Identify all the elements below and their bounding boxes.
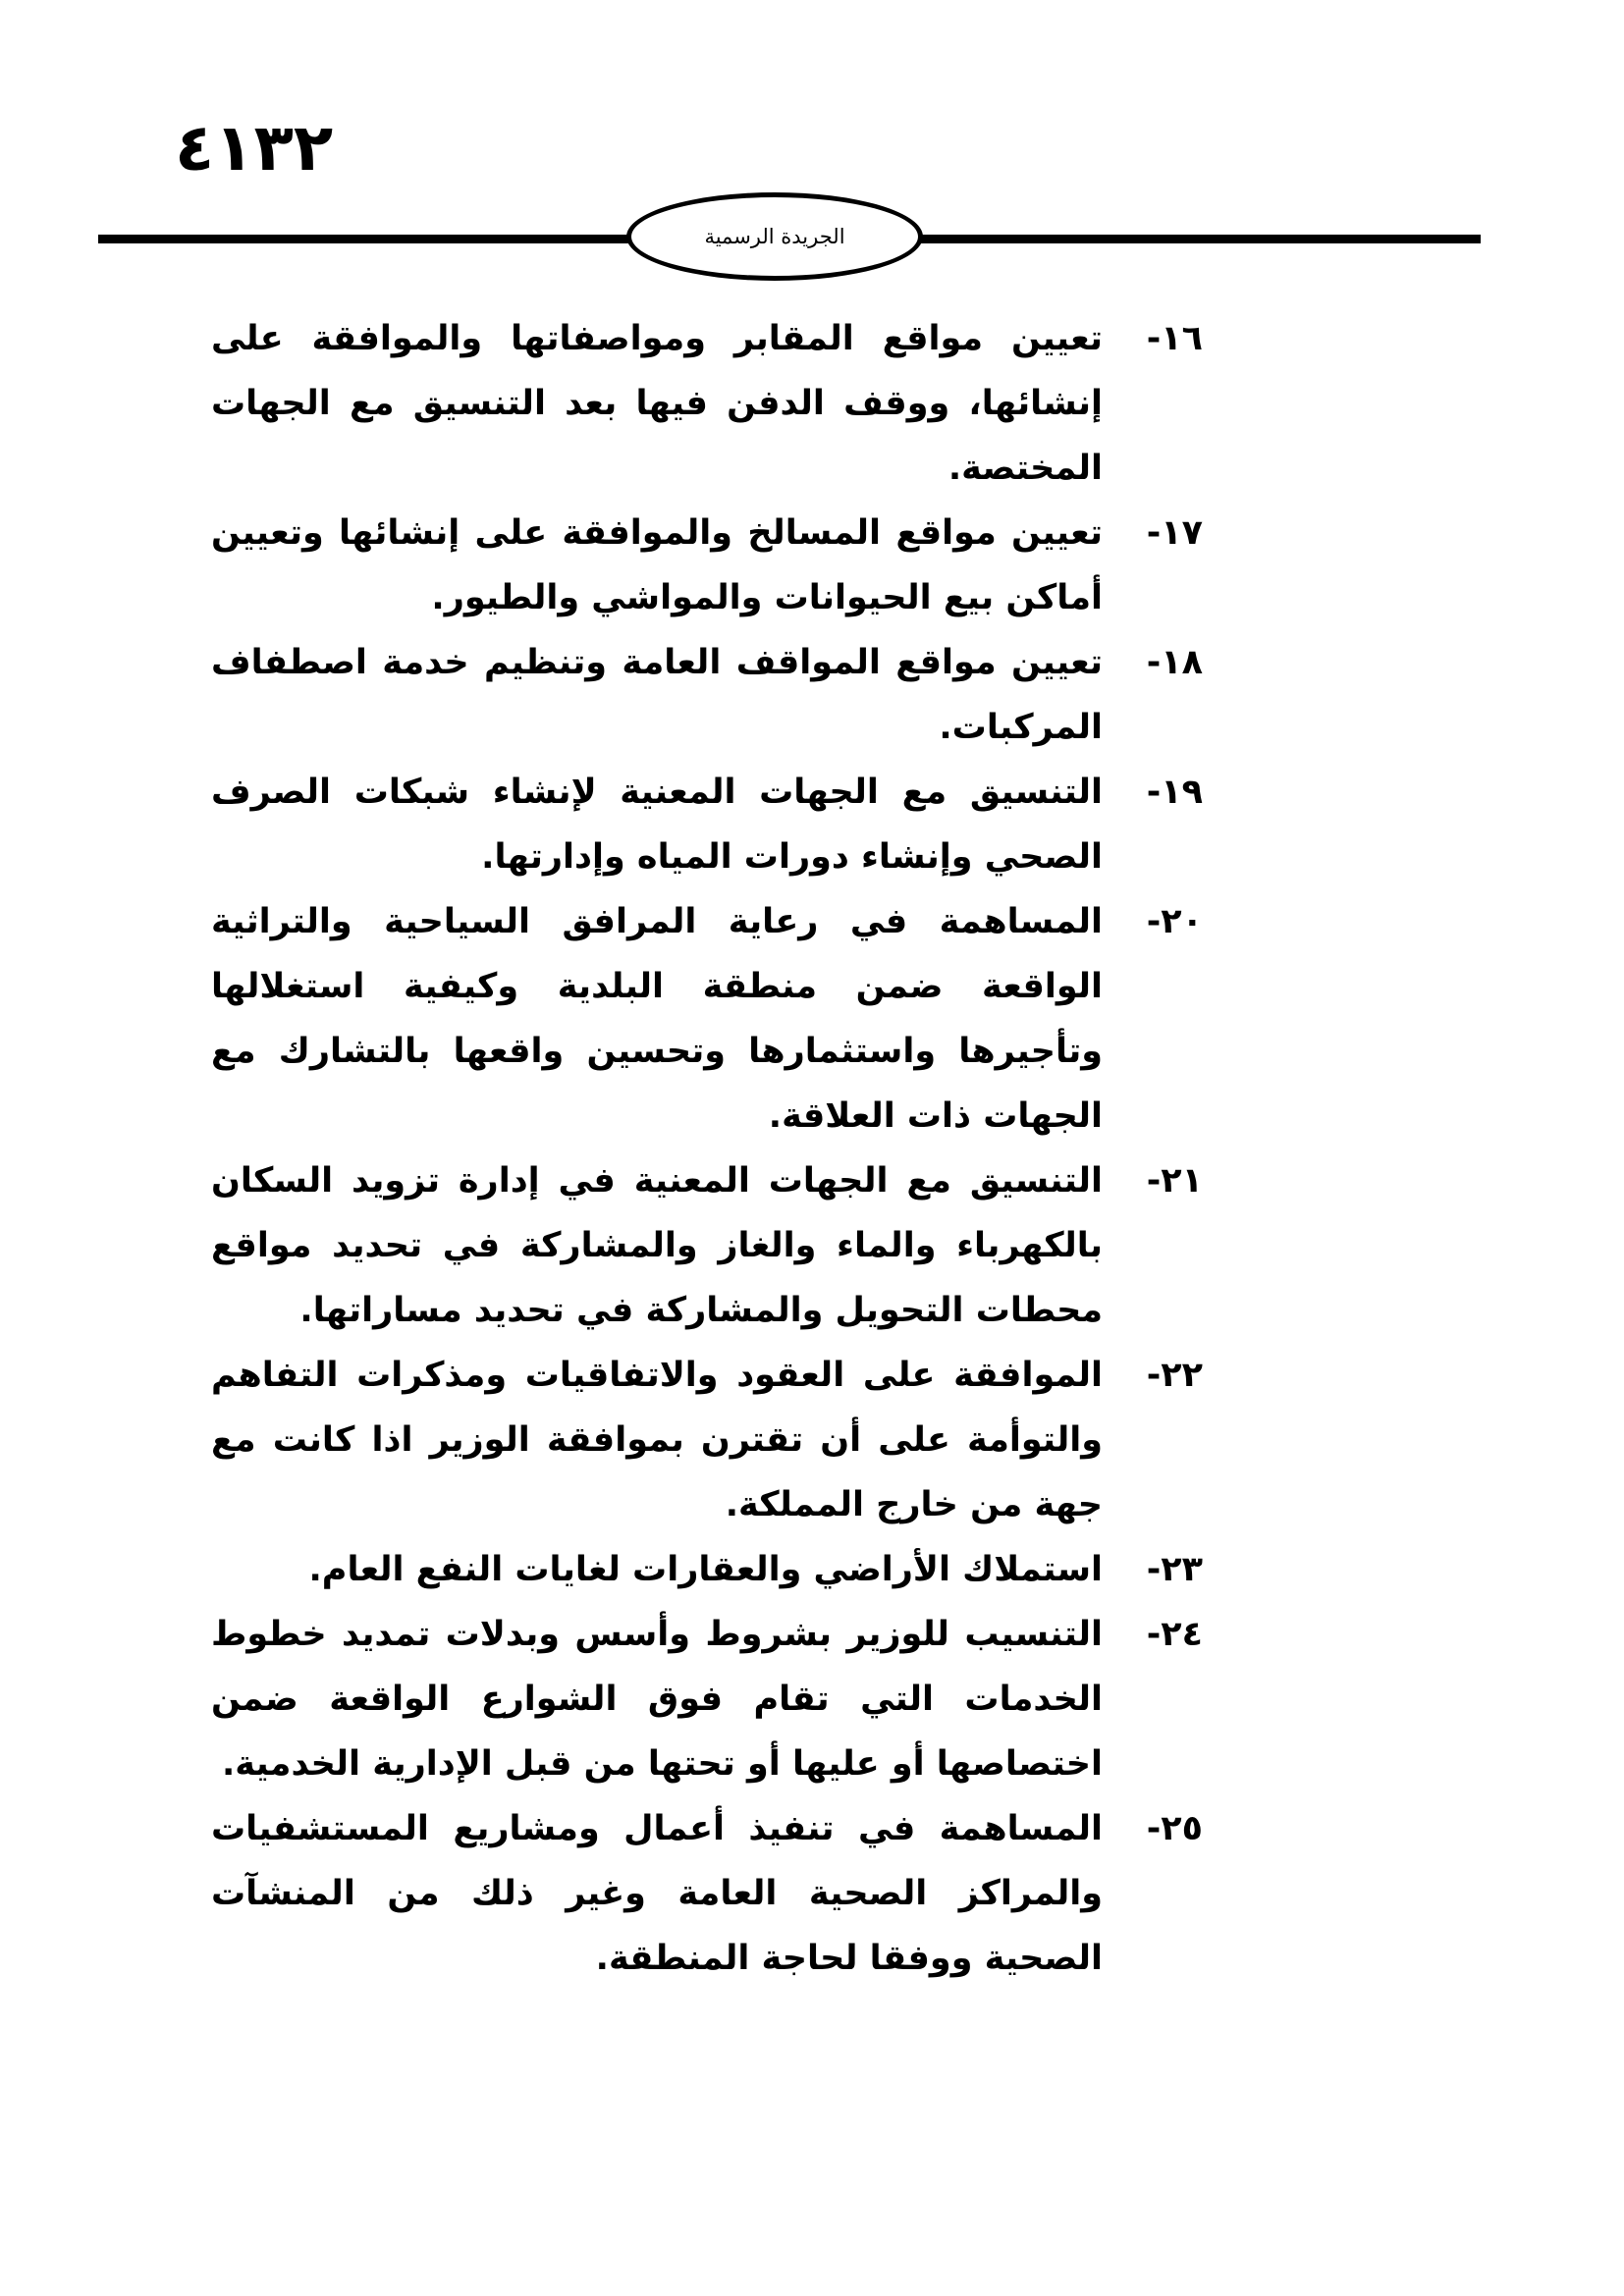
item-number: ٢٥- [1146, 1809, 1203, 1848]
item-number: ١٨- [1146, 643, 1203, 682]
item-text: التنسيب للوزير بشروط وأسس وبدلات تمديد خطوط الخدمات التي تقام فوق الشوارع الواقعة ضمن اختصاصها أو عليها أو تحتها من قبل الإدارية الخدمية. [211, 1615, 1103, 1784]
page-number: ٤١٣٢ [175, 110, 334, 186]
item-text: تعيين مواقع المقابر ومواصفاتها والموافقة على إنشائها، ووقف الدفن فيها بعد التنسيق مع الجهات المختصة. [211, 319, 1103, 488]
list-item [211, 889, 1203, 1148]
item-number: ١٩- [1146, 773, 1203, 812]
header-oval [626, 192, 923, 281]
list-item [211, 1796, 1203, 1991]
item-text: التنسيق مع الجهات المعنية في إدارة تزويد السكان بالكهرباء والماء والغاز والمشاركة في تحديد مواقع محطات التحويل والمشاركة في تحديد مساراتها. [211, 1161, 1103, 1330]
item-number: ٢١- [1146, 1161, 1203, 1201]
item-list [211, 306, 1203, 1991]
list-item [211, 306, 1203, 501]
item-text: تعيين مواقع المواقف العامة وتنظيم خدمة اصطفاف المركبات. [211, 643, 1103, 747]
item-number: ٢٤- [1146, 1615, 1203, 1654]
list-item [211, 1602, 1203, 1796]
list-item [211, 1343, 1203, 1537]
item-text: المساهمة في رعاية المرافق السياحية والتراثية الواقعة ضمن منطقة البلدية وكيفية استغلالها وتأجيرها واستثمارها وتحسين واقعها بالتشارك مع الجهات ذات العلاقة. [211, 902, 1103, 1136]
list-item [211, 1537, 1203, 1602]
item-number: ١٦- [1146, 319, 1203, 358]
list-item [211, 760, 1203, 889]
item-number: ١٧- [1146, 513, 1203, 553]
item-text: تعيين مواقع المسالخ والموافقة على إنشائها وتعيين أماكن بيع الحيوانات والمواشي والطيور. [211, 513, 1103, 617]
publication-title: الجريدة الرسمية [704, 225, 845, 248]
item-text: الموافقة على العقود والاتفاقيات ومذكرات التفاهم والتوأمة على أن تقترن بموافقة الوزير اذا كانت مع جهة من خارج المملكة. [211, 1356, 1103, 1524]
list-item [211, 1148, 1203, 1343]
item-text: المساهمة في تنفيذ أعمال ومشاريع المستشفيات والمراكز الصحية العامة وغير ذلك من المنشآت الصحية ووفقا لحاجة المنطقة. [211, 1809, 1103, 1978]
item-text: استملاك الأراضي والعقارات لغايات النفع العام. [308, 1550, 1103, 1589]
item-number: ٢٢- [1146, 1356, 1203, 1395]
item-text: التنسيق مع الجهات المعنية لإنشاء شبكات الصرف الصحي وإنشاء دورات المياه وإدارتها. [211, 773, 1103, 877]
item-number: ٢٠- [1146, 902, 1203, 941]
list-item [211, 630, 1203, 760]
item-number: ٢٣- [1146, 1550, 1203, 1589]
list-item [211, 501, 1203, 630]
